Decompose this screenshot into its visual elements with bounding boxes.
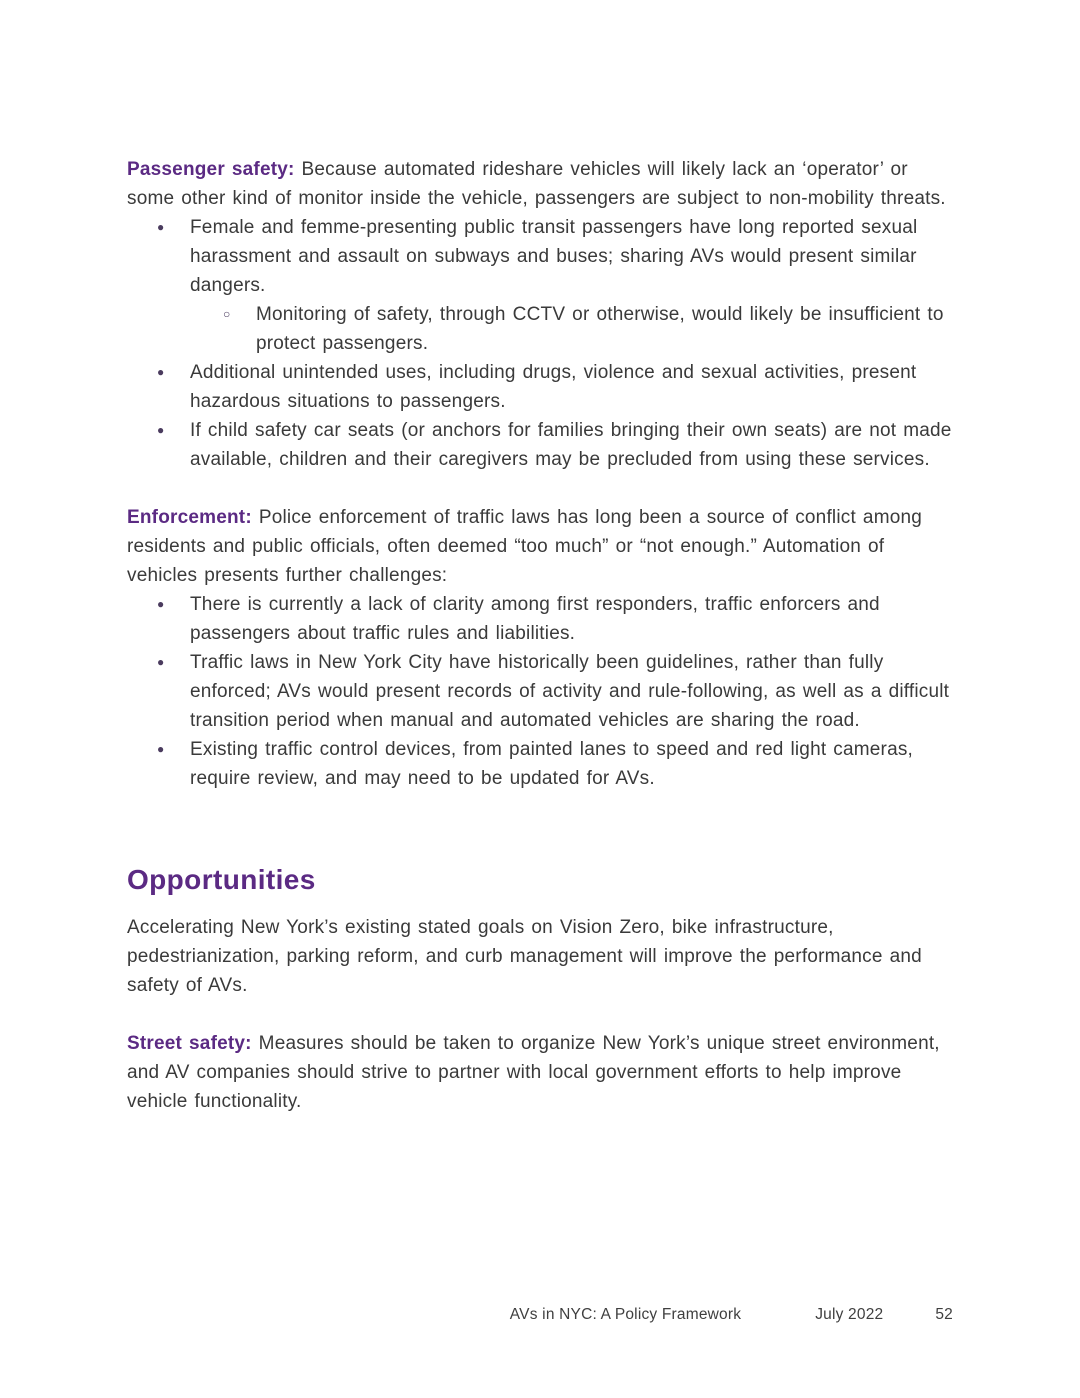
bullet-dot-icon: ●: [157, 597, 165, 611]
list-item: [127, 590, 955, 648]
list-item-text: Traffic laws in New York City have historically been guidelines, rather than fully enforced; AVs would present records of activity and rule-following, as well as a difficult transition period when manual and automated vehicles are sharing the road.: [190, 652, 950, 731]
list-item-text: There is currently a lack of clarity among first responders, traffic enforcers and passengers about traffic rules and liabilities.: [190, 594, 880, 644]
street-safety-lead: Street safety:: [127, 1033, 252, 1054]
list-item-text: Female and femme-presenting public transit passengers have long reported sexual harassment and assault on subways and buses; sharing AVs would present similar dangers.: [190, 217, 918, 296]
passenger-safety-bullet-list: [127, 213, 955, 474]
section-heading-opportunities: Opportunities: [127, 864, 316, 895]
page-content: [127, 155, 955, 1116]
street-safety-text: Measures should be taken to organize New York’s unique street environment, and AV companies should strive to partner with local government efforts to help improve vehicle functionality.: [127, 1033, 940, 1112]
list-item: [127, 648, 955, 735]
footer-page-number: 52: [935, 1306, 953, 1323]
footer-date: July 2022: [815, 1306, 884, 1323]
enforcement-lead: Enforcement:: [127, 507, 252, 528]
footer-doc-title: AVs in NYC: A Policy Framework: [509, 1306, 742, 1323]
list-item-text: Additional unintended uses, including drugs, violence and sexual activities, present hazardous situations to passengers.: [190, 362, 917, 412]
bullet-dot-icon: ●: [157, 423, 165, 437]
passenger-safety-lead: Passenger safety:: [127, 159, 295, 180]
paragraph-street-safety: [127, 1029, 955, 1116]
paragraph-enforcement: [127, 503, 955, 590]
paragraph-opportunities: [127, 913, 955, 1000]
bullet-dot-icon: ●: [157, 365, 165, 379]
enforcement-text: Police enforcement of traffic laws has long been a source of conflict among residents and public officials, often deemed “too much” or “not enough.” Automation of vehicles presents further challenges:: [127, 507, 923, 586]
page-footer: [0, 1305, 953, 1325]
bullet-dot-icon: ●: [157, 220, 165, 234]
bullet-dot-icon: ●: [157, 742, 165, 756]
list-item: [127, 213, 955, 300]
opportunities-text: Accelerating New York’s existing stated goals on Vision Zero, bike infrastructure, pedestrianization, parking reform, and curb management will improve the performance and safety of AVs.: [127, 917, 922, 996]
list-item: [127, 735, 955, 793]
passenger-safety-text: Because automated rideshare vehicles will likely lack an ‘operator’ or some other kind of monitor inside the vehicle, passengers are subject to non-mobility threats.: [127, 159, 946, 209]
list-item: [127, 358, 955, 416]
enforcement-bullet-list: [127, 590, 955, 793]
paragraph-passenger-safety: [127, 155, 955, 213]
list-item-text: Existing traffic control devices, from painted lanes to speed and red light cameras, require review, and may need to be updated for AVs.: [190, 739, 914, 789]
bullet-dot-icon: ●: [157, 655, 165, 669]
list-item-text: Monitoring of safety, through CCTV or otherwise, would likely be insufficient to protect passengers.: [256, 304, 944, 354]
list-item-text: If child safety car seats (or anchors for families bringing their own seats) are not made available, children and their caregivers may be precluded from using these services.: [190, 420, 952, 470]
bullet-circle-icon: ○: [223, 307, 231, 321]
list-item: [127, 416, 955, 474]
list-sub-item: [193, 300, 955, 358]
